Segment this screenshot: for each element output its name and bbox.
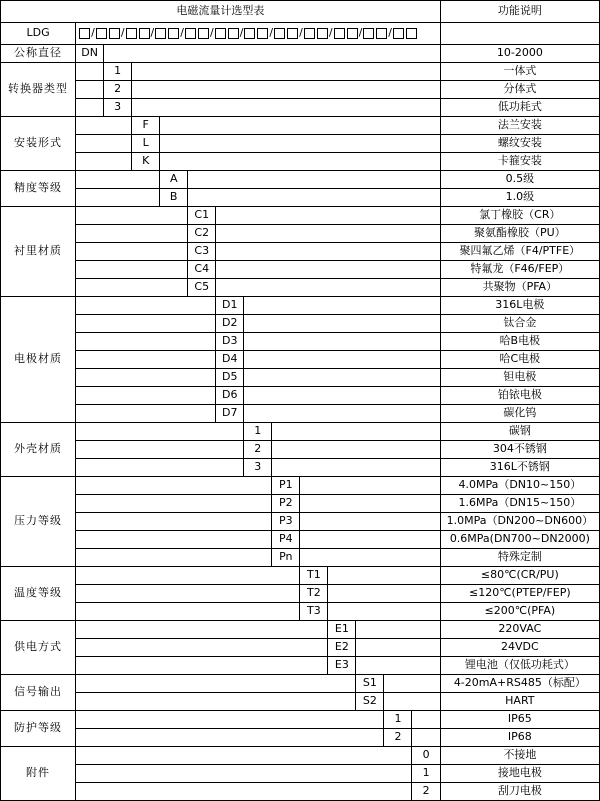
spacer-right (328, 585, 440, 603)
table-row (1, 63, 600, 81)
table-row (1, 243, 600, 261)
spacer-left (76, 423, 244, 441)
code-box (168, 28, 179, 39)
spacer-right (132, 99, 441, 117)
table-title: 电磁流量计选型表 (1, 1, 441, 23)
table-row (1, 693, 600, 711)
description-cell: 一体式 (440, 63, 599, 81)
code-cell: C2 (188, 225, 216, 243)
code-box (376, 28, 387, 39)
table-row (1, 441, 600, 459)
table-row (1, 621, 600, 639)
spacer-left (76, 639, 328, 657)
description-cell: 聚氨酯橡胶（PU） (440, 225, 599, 243)
spacer-left (76, 387, 216, 405)
code-cell: 2 (104, 81, 132, 99)
description-cell: 316L不锈钢 (440, 459, 599, 477)
code-box (244, 28, 255, 39)
description-cell: 10-2000 (440, 45, 599, 63)
code-box (96, 28, 107, 39)
spacer-right (244, 297, 440, 315)
code-box (126, 28, 137, 39)
spacer-left (76, 459, 244, 477)
spacer-right (328, 567, 440, 585)
description-cell: 特殊定制 (440, 549, 599, 567)
code-box (109, 28, 120, 39)
table-row (1, 117, 600, 135)
spacer-right (412, 711, 440, 729)
spacer-left (76, 189, 160, 207)
spacer-left (76, 279, 188, 297)
spacer-left (76, 117, 132, 135)
table-row (1, 153, 600, 171)
spacer-right (216, 279, 440, 297)
description-cell: 聚四氟乙烯（F4/PTFE） (440, 243, 599, 261)
code-cell: 1 (244, 423, 272, 441)
code-cell: F (132, 117, 160, 135)
spacer-right (300, 495, 440, 513)
spacer-left (76, 261, 188, 279)
code-cell: 1 (104, 63, 132, 81)
code-cell: 2 (244, 441, 272, 459)
table-row (1, 171, 600, 189)
code-cell: P3 (272, 513, 300, 531)
spacer-right (244, 387, 440, 405)
table-row (1, 405, 600, 423)
spacer-left (76, 495, 272, 513)
spacer-right (188, 171, 440, 189)
spacer-left (76, 567, 300, 585)
description-cell: 特氟龙（F46/FEP） (440, 261, 599, 279)
spacer-right (160, 117, 441, 135)
code-box (304, 28, 315, 39)
code-cell: C4 (188, 261, 216, 279)
description-cell: 低功耗式 (440, 99, 599, 117)
description-cell: IP68 (440, 729, 599, 747)
description-cell: 钽电极 (440, 369, 599, 387)
spacer-left (76, 315, 216, 333)
spacer-left (76, 513, 272, 531)
description-cell: 24VDC (440, 639, 599, 657)
spacer-right (216, 261, 440, 279)
table-row (1, 765, 600, 783)
description-cell: 0.6MPa(DN700~DN2000) (440, 531, 599, 549)
description-cell: 1.0MPa（DN200~DN600） (440, 513, 599, 531)
spacer-left (76, 783, 412, 801)
description-cell: 1.6MPa（DN15~150） (440, 495, 599, 513)
model-code-row (1, 23, 600, 45)
table-row (1, 99, 600, 117)
code-cell: 3 (244, 459, 272, 477)
code-cell: T1 (300, 567, 328, 585)
table-row (1, 297, 600, 315)
spacer-left (76, 657, 328, 675)
spacer-left (76, 171, 160, 189)
code-box (228, 28, 239, 39)
spacer-left (76, 333, 216, 351)
code-cell: B (160, 189, 188, 207)
spacer-right (300, 549, 440, 567)
code-box (155, 28, 166, 39)
model-prefix: LDG (1, 23, 76, 45)
code-box (317, 28, 328, 39)
table-row (1, 423, 600, 441)
category-0: 公称直径 (1, 45, 76, 63)
table-row (1, 279, 600, 297)
spacer-left (76, 99, 104, 117)
spacer-right (356, 639, 440, 657)
spacer-right (244, 315, 440, 333)
spacer-left (76, 297, 216, 315)
description-cell: IP65 (440, 711, 599, 729)
spacer-left (76, 477, 272, 495)
category-11: 防护等级 (1, 711, 76, 747)
category-3: 精度等级 (1, 171, 76, 207)
description-cell: 氯丁橡胶（CR） (440, 207, 599, 225)
table-row (1, 189, 600, 207)
code-cell: E3 (328, 657, 356, 675)
spacer-right (244, 405, 440, 423)
category-12: 附件 (1, 747, 76, 801)
spacer-right (104, 45, 441, 63)
description-cell: HART (440, 693, 599, 711)
table-row (1, 585, 600, 603)
spacer-right (244, 369, 440, 387)
description-cell: 卡箍安装 (440, 153, 599, 171)
spacer-right (412, 729, 440, 747)
table-row (1, 729, 600, 747)
spacer-left (76, 441, 244, 459)
code-cell: D4 (216, 351, 244, 369)
table-row (1, 333, 600, 351)
spacer-right (132, 63, 441, 81)
spacer-left (76, 369, 216, 387)
spacer-left (76, 207, 188, 225)
category-10: 信号输出 (1, 675, 76, 711)
description-cell: 哈C电极 (440, 351, 599, 369)
description-cell: 哈B电极 (440, 333, 599, 351)
description-cell: ≤80℃(CR/PU) (440, 567, 599, 585)
spacer-left (76, 711, 384, 729)
description-cell: 不接地 (440, 747, 599, 765)
description-cell: 共聚物（PFA） (440, 279, 599, 297)
code-cell: A (160, 171, 188, 189)
category-7: 压力等级 (1, 477, 76, 567)
code-cell: D5 (216, 369, 244, 387)
description-cell: 螺纹安装 (440, 135, 599, 153)
spacer-left (76, 729, 384, 747)
description-cell: 法兰安装 (440, 117, 599, 135)
code-cell: E1 (328, 621, 356, 639)
table-row (1, 531, 600, 549)
description-cell: 4.0MPa（DN10~150） (440, 477, 599, 495)
code-box (274, 28, 285, 39)
spacer-right (300, 531, 440, 549)
description-cell: 220VAC (440, 621, 599, 639)
description-cell: 分体式 (440, 81, 599, 99)
code-box (79, 28, 90, 39)
description-cell: 4-20mA+RS485（标配） (440, 675, 599, 693)
table-row (1, 81, 600, 99)
spacer-right (272, 441, 440, 459)
model-code-desc (440, 23, 599, 45)
spacer-right (160, 153, 441, 171)
spacer-right (244, 351, 440, 369)
code-cell: S2 (356, 693, 384, 711)
category-1: 转换器类型 (1, 63, 76, 117)
code-box (257, 28, 268, 39)
spacer-right (328, 603, 440, 621)
category-9: 供电方式 (1, 621, 76, 675)
model-code-boxes: / / / / / / / / / / / (76, 23, 441, 45)
category-2: 安装形式 (1, 117, 76, 171)
spacer-left (76, 405, 216, 423)
spacer-left (76, 747, 412, 765)
spacer-right (216, 207, 440, 225)
spacer-left (76, 135, 132, 153)
code-cell: C3 (188, 243, 216, 261)
code-cell: T2 (300, 585, 328, 603)
code-box (215, 28, 226, 39)
code-cell: DN (76, 45, 104, 63)
code-cell: 0 (412, 747, 440, 765)
table-row (1, 135, 600, 153)
description-cell: 316L电极 (440, 297, 599, 315)
code-cell: 2 (384, 729, 412, 747)
table-row (1, 459, 600, 477)
table-row (1, 567, 600, 585)
spacer-right (188, 189, 440, 207)
description-cell: 接地电极 (440, 765, 599, 783)
code-cell: D7 (216, 405, 244, 423)
table-row (1, 675, 600, 693)
code-cell: 1 (384, 711, 412, 729)
category-4: 衬里材质 (1, 207, 76, 297)
code-box (347, 28, 358, 39)
spacer-right (384, 675, 440, 693)
category-8: 温度等级 (1, 567, 76, 621)
code-cell: E2 (328, 639, 356, 657)
table-row (1, 45, 600, 63)
spacer-right (272, 423, 440, 441)
table-row (1, 603, 600, 621)
code-cell: P4 (272, 531, 300, 549)
code-box (198, 28, 209, 39)
spacer-left (76, 549, 272, 567)
description-cell: 304不锈钢 (440, 441, 599, 459)
description-cell: 碳钢 (440, 423, 599, 441)
table-row (1, 657, 600, 675)
table-row (1, 747, 600, 765)
description-cell: 0.5级 (440, 171, 599, 189)
table-row (1, 351, 600, 369)
spacer-left (76, 765, 412, 783)
spacer-left (76, 603, 300, 621)
table-row (1, 711, 600, 729)
description-cell: 碳化钨 (440, 405, 599, 423)
table-row (1, 477, 600, 495)
code-cell: T3 (300, 603, 328, 621)
code-cell: 3 (104, 99, 132, 117)
spacer-right (244, 333, 440, 351)
table-row (1, 639, 600, 657)
description-cell: 铂铱电极 (440, 387, 599, 405)
spacer-left (76, 351, 216, 369)
description-cell: 1.0级 (440, 189, 599, 207)
code-cell: 1 (412, 765, 440, 783)
category-5: 电极材质 (1, 297, 76, 423)
code-box (287, 28, 298, 39)
code-cell: D2 (216, 315, 244, 333)
code-cell: C1 (188, 207, 216, 225)
code-box (393, 28, 404, 39)
code-cell: C5 (188, 279, 216, 297)
spacer-right (300, 513, 440, 531)
code-cell: P1 (272, 477, 300, 495)
spacer-left (76, 225, 188, 243)
table-row (1, 513, 600, 531)
table-row (1, 315, 600, 333)
spacer-right (356, 657, 440, 675)
description-cell: 刮刀电极 (440, 783, 599, 801)
code-cell: Pn (272, 549, 300, 567)
func-desc-header: 功能说明 (440, 1, 599, 23)
description-cell: 钛合金 (440, 315, 599, 333)
code-box (406, 28, 417, 39)
spacer-right (216, 243, 440, 261)
spacer-left (76, 63, 104, 81)
table-row (1, 549, 600, 567)
code-box (334, 28, 345, 39)
table-row (1, 783, 600, 801)
spacer-right (272, 459, 440, 477)
spacer-left (76, 675, 356, 693)
table-header-row (1, 1, 600, 23)
code-cell: P2 (272, 495, 300, 513)
spacer-left (76, 81, 104, 99)
code-box (139, 28, 150, 39)
code-cell: D3 (216, 333, 244, 351)
code-cell: D6 (216, 387, 244, 405)
spacer-left (76, 585, 300, 603)
table-row (1, 495, 600, 513)
description-cell: ≤120℃(PTEP/FEP) (440, 585, 599, 603)
table-row (1, 225, 600, 243)
table-row (1, 207, 600, 225)
spacer-right (160, 135, 441, 153)
table-row (1, 261, 600, 279)
code-box (363, 28, 374, 39)
spacer-left (76, 693, 356, 711)
spacer-right (384, 693, 440, 711)
spacer-left (76, 243, 188, 261)
description-cell: 锂电池（仅低功耗式） (440, 657, 599, 675)
description-cell: ≤200℃(PFA) (440, 603, 599, 621)
spacer-right (216, 225, 440, 243)
spacer-right (356, 621, 440, 639)
spacer-left (76, 153, 132, 171)
spacer-left (76, 621, 328, 639)
category-6: 外壳材质 (1, 423, 76, 477)
spacer-left (76, 531, 272, 549)
table-row (1, 369, 600, 387)
code-cell: K (132, 153, 160, 171)
code-box (185, 28, 196, 39)
code-cell: L (132, 135, 160, 153)
code-cell: D1 (216, 297, 244, 315)
spacer-right (132, 81, 441, 99)
table-row (1, 387, 600, 405)
code-cell: 2 (412, 783, 440, 801)
code-cell: S1 (356, 675, 384, 693)
spacer-right (300, 477, 440, 495)
